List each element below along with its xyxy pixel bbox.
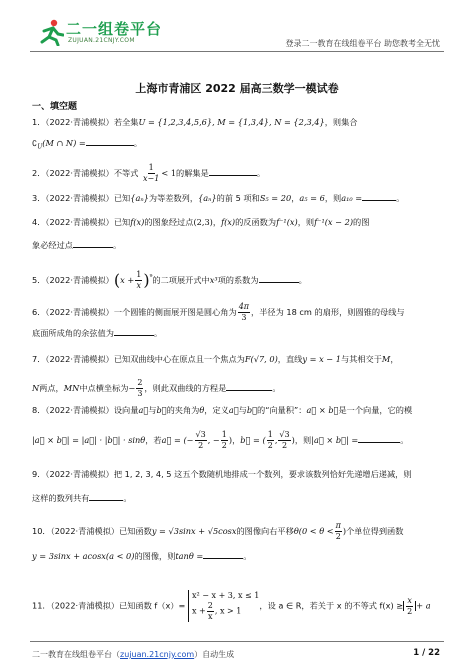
q2-frac-num: 1 <box>148 163 154 172</box>
q4-inverse: f⁻¹(x) <box>276 217 298 227</box>
q2-text-2: 的解集是 <box>176 168 209 178</box>
q4-fx-2: f(x) <box>221 217 236 227</box>
runner-logo-icon <box>38 18 64 46</box>
q11-piece-1: x² − x + 3, x ≤ 1 <box>192 591 260 600</box>
q7-n: N <box>32 383 40 393</box>
q7-frac-den: 3 <box>137 389 143 398</box>
logo-name: 二一组卷平台 <box>66 20 163 38</box>
q7-text-2: ，直线 <box>277 354 303 364</box>
q11-abs-frac <box>406 596 413 617</box>
q10-close: ) <box>342 526 347 536</box>
q8-sep-1: , − <box>207 435 220 445</box>
q7-fraction <box>136 378 143 399</box>
q2-ineq: < 1 <box>161 168 177 178</box>
q8-answer-blank[interactable] <box>358 434 400 443</box>
question-10-continued <box>32 550 251 562</box>
q8-close-1: ) <box>228 435 233 445</box>
q5-end: 。 <box>298 275 307 285</box>
q8-vec-a-2: a⃗ <box>228 405 239 415</box>
section-heading: 一、填空题 <box>32 102 78 112</box>
q3-sum: S₅ = 20 <box>259 193 292 203</box>
footer-text-2: ）自动生成 <box>194 650 235 659</box>
q11-frac-num: 2 <box>207 601 213 610</box>
q11-text: 11．（2022·青浦模拟）已知函数 f（x）= <box>32 600 186 611</box>
q7-text-5: 中点横坐标为 <box>79 383 129 393</box>
q10-range: (0 < θ < <box>298 526 334 536</box>
document-title: 上海市青浦区 2022 届高三数学一模试卷 <box>135 82 339 95</box>
q8-text-3: ，定义 <box>204 405 229 415</box>
footer-text: 二一教育在线组卷平台（ <box>32 650 120 659</box>
q10-text: 10．（2022·青浦模拟）已知函数 <box>32 526 152 536</box>
q10-end: 。 <box>243 551 252 561</box>
q8-vec-b-2: b⃗ <box>246 405 258 415</box>
q2-end: 。 <box>256 168 266 178</box>
q5-fraction <box>135 270 142 291</box>
question-9 <box>32 468 412 480</box>
q1-complement-sub: U <box>37 143 43 151</box>
q1-text: 1．（2022·青浦模拟）若全集 <box>32 117 139 127</box>
q4-text-5: 的图 <box>353 217 370 227</box>
q8-text-2: 的夹角为 <box>166 405 200 415</box>
question-6 <box>32 302 405 323</box>
q5-frac-num: 1 <box>136 270 142 279</box>
footer-link[interactable]: zujuan.21cnjy.com <box>120 650 195 659</box>
q10-tan: tanθ = <box>175 551 204 561</box>
q4-answer-blank[interactable] <box>73 239 113 248</box>
q7-comma: ， <box>390 354 399 364</box>
q11-abs-num: x <box>407 596 412 605</box>
q4-text: 4．（2022·青浦模拟）已知 <box>32 217 131 227</box>
q7-text-6: ，则此双曲线的方程是 <box>144 383 227 393</box>
q2-text: 2．（2022·青浦模拟）不等式 <box>32 168 139 178</box>
q7-line: y = x − 1 <box>302 354 341 364</box>
q8-frac-3-num: 1 <box>267 430 273 439</box>
q6-text-2: ，半径为 18 cm 的扇形，则圆锥的母线与 <box>251 307 405 317</box>
q4-text-3: 的反函数为 <box>235 217 277 227</box>
q11-piecewise <box>188 590 259 622</box>
q11-frac-den: x <box>208 612 213 621</box>
q1-expr: (M ∩ N) = <box>42 138 86 148</box>
q8-result-expr: |a⃗ × b⃗| = <box>311 435 359 445</box>
q7-text-4: 两点， <box>39 383 64 393</box>
q8-text-5: 是一个向量，它的模 <box>338 405 413 415</box>
q9-answer-blank[interactable] <box>89 492 123 501</box>
q9-text-2: 这样的数列共有 <box>32 493 90 503</box>
q4-text-4: ，则 <box>297 217 315 227</box>
q2-answer-blank[interactable] <box>209 167 257 176</box>
q3-a5: a₅ = 6 <box>299 193 325 203</box>
q10-theta: θ <box>293 526 299 536</box>
q5-exponent: ⁹ <box>149 273 153 282</box>
q3-answer-blank[interactable] <box>362 192 396 201</box>
q3-text-2: 为等差数列， <box>148 193 199 203</box>
q11-abs-den: 2 <box>407 607 413 616</box>
q3-comma: ， <box>291 193 300 203</box>
q8-frac-4 <box>278 430 290 451</box>
q1-end: 。 <box>133 138 142 148</box>
q5-answer-blank[interactable] <box>259 274 299 283</box>
q9-text: 9．（2022·青浦模拟）把 1, 2, 3, 4, 5 这五个数随机地排成一个数列，要求该数列恰好先递增后递减，则 <box>32 469 412 479</box>
footer-source <box>32 649 234 660</box>
q6-answer-blank[interactable] <box>114 327 154 336</box>
q8-close-2: ) <box>291 435 295 445</box>
question-6-continued <box>32 327 162 339</box>
q7-text: 7．（2022·青浦模拟）已知双曲线中心在原点且一个焦点为 <box>32 354 245 364</box>
q10-fraction <box>335 521 342 542</box>
q8-vec-a-open: a⃗ = (− <box>161 435 194 445</box>
question-5 <box>32 270 307 291</box>
q8-frac-2-den: 2 <box>221 441 227 450</box>
question-1-continued <box>32 137 142 154</box>
q4-text-6: 象必经过点 <box>32 240 73 250</box>
q8-modulus-def: |a⃗ × b⃗| = |a⃗| · |b⃗| · sinθ <box>32 435 146 445</box>
page-header <box>0 0 474 52</box>
q4-end: 。 <box>112 240 122 250</box>
q8-vec-a: a⃗ <box>138 405 149 415</box>
q11-piece-2b: , x > 1 <box>214 606 242 616</box>
question-1 <box>32 116 357 128</box>
q2-fraction <box>142 163 160 184</box>
q8-frac-4-den: 2 <box>281 441 288 450</box>
q8-sep-2: , <box>274 435 278 445</box>
q8-comma: ， <box>232 435 241 445</box>
page-number: 1 / 22 <box>413 648 440 658</box>
q11-text-2: ，设 a ∈ R，若关于 x 的不等式 f(x) ≥ <box>259 600 404 611</box>
q10-frac-den: 2 <box>335 532 341 541</box>
footer-divider <box>30 641 444 642</box>
q5-x: x + <box>120 275 135 285</box>
q8-frac-3 <box>267 430 274 451</box>
q3-text: 3．（2022·青浦模拟）已知 <box>32 193 131 203</box>
question-10 <box>32 521 403 542</box>
q1-answer-blank[interactable] <box>86 137 134 146</box>
q11-piece-2a: x + <box>192 606 206 616</box>
site-logo[interactable] <box>38 18 163 48</box>
q2-frac-den: x−1 <box>143 174 160 183</box>
q8-frac-1-den: 2 <box>198 441 204 450</box>
q8-frac-2 <box>221 430 228 451</box>
question-4 <box>32 216 369 228</box>
q8-frac-1 <box>195 430 207 451</box>
q10-func: y = √3sinx + √5cosx <box>151 526 237 536</box>
q7-mn: MN <box>63 383 80 393</box>
q5-text-2: 的二项展开式中 <box>152 275 210 285</box>
q6-text-3: 底面所成角的余弦值为 <box>32 328 114 338</box>
q8-cross: a⃗ × b⃗ <box>306 405 339 415</box>
q3-a10: a₁₀ = <box>341 193 363 203</box>
q5-frac-den: x <box>136 281 142 290</box>
q10-text-3: 个单位得到函数 <box>346 526 404 536</box>
q4-text-2: 的图象经过点 <box>144 217 194 227</box>
q5-x3: x³ <box>209 275 218 285</box>
q7-m: M <box>381 354 391 364</box>
q8-end: 。 <box>400 435 409 445</box>
q10-answer-blank[interactable] <box>203 550 243 559</box>
q3-seq-2: {aₙ} <box>198 193 217 203</box>
q7-focus: F(√7, 0) <box>244 354 278 364</box>
q4-comma: ， <box>212 217 222 227</box>
question-9-continued <box>32 492 132 504</box>
q10-func-2: y = 3sinx + acosx(a < 0) <box>32 551 135 561</box>
q8-vec-b: b⃗ <box>156 405 167 415</box>
q10-frac-num: π <box>335 521 341 530</box>
question-8-continued <box>32 430 408 451</box>
q4-point: (2,3) <box>193 217 213 227</box>
q1-sets: U = {1,2,3,4,5,6}, M = {1,3,4}, N = {2,3,4} <box>138 117 325 127</box>
q3-end: 。 <box>396 193 405 203</box>
question-7-continued <box>32 378 281 399</box>
q10-text-2: 的图像向右平移 <box>236 526 294 536</box>
q6-fraction <box>238 302 250 323</box>
q11-plus-a: + a <box>416 600 431 611</box>
q8-text-4: 的“向量积”： <box>257 405 307 415</box>
q8-text: 8．（2022·青浦模拟）设向量 <box>32 405 139 415</box>
q7-minus: − <box>128 383 136 393</box>
q8-vec-b-open: b⃗ = ( <box>240 435 266 445</box>
q3-text-4: ，则 <box>324 193 342 203</box>
q8-text-7: ，则 <box>294 435 312 445</box>
question-11 <box>32 590 431 622</box>
q7-end: 。 <box>272 383 281 393</box>
q10-text-4: 的图像，则 <box>134 551 176 561</box>
q8-text-6: ，若 <box>145 435 162 445</box>
q5-text: 5．（2022·青浦模拟） <box>32 275 114 285</box>
q8-frac-2-num: 1 <box>221 430 227 439</box>
q6-frac-num: 4π <box>238 302 250 311</box>
q8-frac-4-num: √3 <box>279 430 290 439</box>
q3-text-3: 的前 5 项和 <box>216 193 260 203</box>
question-4-continued <box>32 239 121 251</box>
q8-and: 与 <box>148 405 157 415</box>
question-3 <box>32 192 404 204</box>
q3-seq: {aₙ} <box>130 193 149 203</box>
q4-inverse-shift: f⁻¹(x − 2) <box>314 217 354 227</box>
q8-frac-3-den: 2 <box>267 441 273 450</box>
question-2 <box>32 163 265 184</box>
q5-text-3: 项的系数为 <box>217 275 259 285</box>
q7-answer-blank[interactable] <box>226 382 272 391</box>
logo-url: ZUJUAN.21CNJY.COM <box>68 37 135 44</box>
header-divider <box>30 51 444 52</box>
q8-theta: θ <box>199 405 205 415</box>
q11-frac <box>207 601 214 622</box>
q6-text: 6．（2022·青浦模拟）一个圆锥的侧面展开图是圆心角为 <box>32 307 237 317</box>
q5-paren-close: ) <box>143 270 150 290</box>
q1-text-2: ，则集合 <box>324 117 358 127</box>
q9-end: 。 <box>123 493 132 503</box>
question-8 <box>32 404 412 416</box>
q7-text-3: 与其相交于 <box>340 354 382 364</box>
q7-frac-num: 2 <box>137 378 143 387</box>
q8-frac-1-num: √3 <box>195 430 206 439</box>
header-slogan[interactable]: 登录二一教育在线组卷平台 助您教考全无忧 <box>285 39 440 48</box>
q5-paren-open: ( <box>113 270 121 290</box>
q6-end: 。 <box>153 328 163 338</box>
q1-complement-symbol: ∁ <box>32 138 38 148</box>
q4-fx: f(x) <box>130 217 145 227</box>
q6-frac-den: 3 <box>241 313 247 322</box>
q8-and-2: 与 <box>238 405 247 415</box>
question-7 <box>32 353 399 365</box>
